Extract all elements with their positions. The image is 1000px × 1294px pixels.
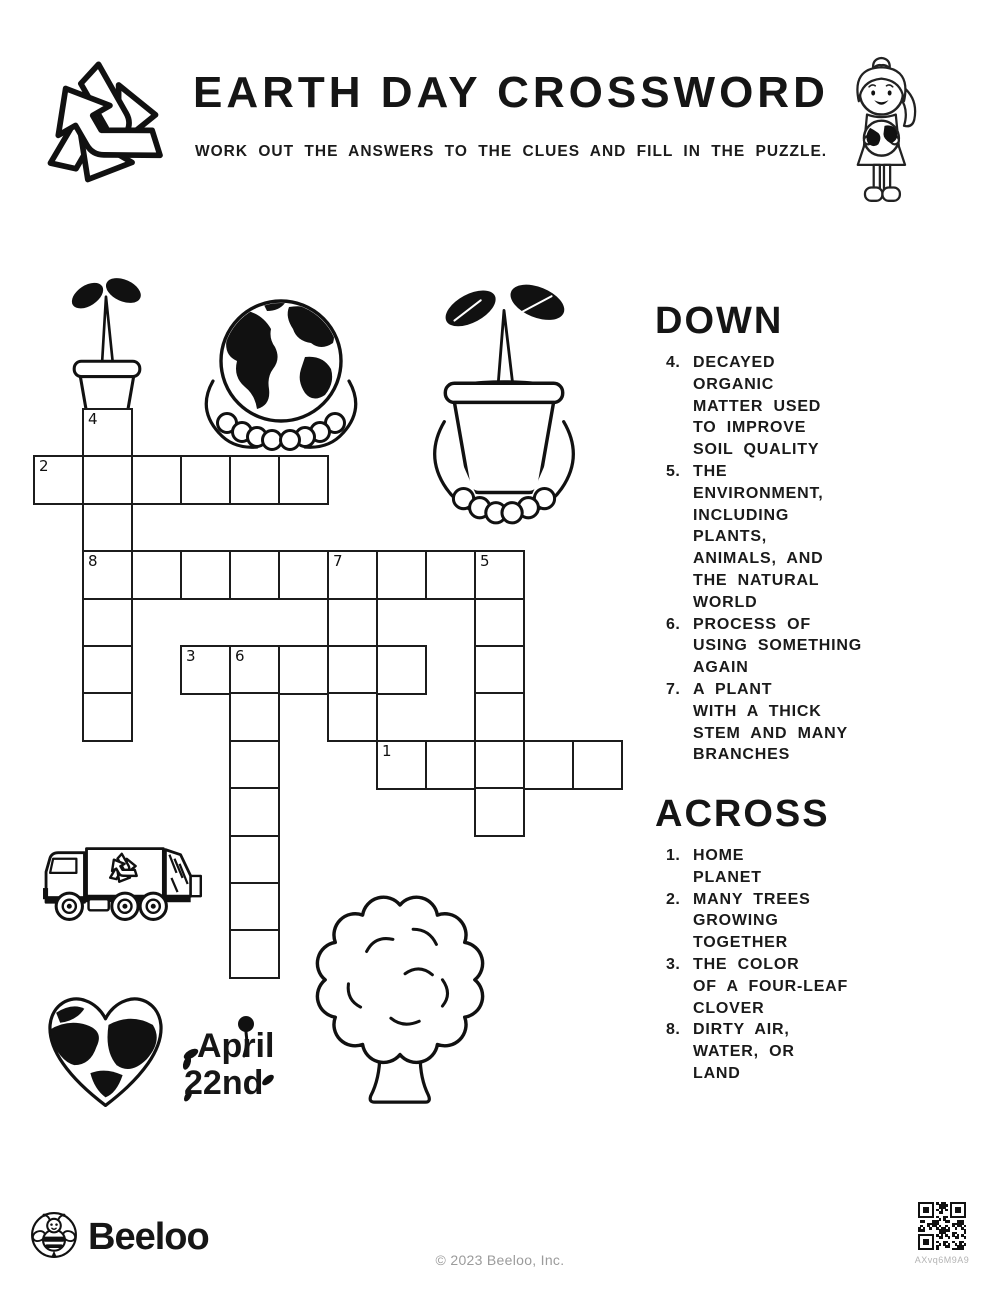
crossword-cell [131, 455, 182, 505]
crossword-cell [229, 882, 280, 932]
clue-line: THE COLOR [693, 955, 800, 973]
clue-line: DECAYED [693, 354, 776, 371]
clue-line: ENVIRONMENT, [693, 484, 824, 502]
clue-line: ANIMALS, AND [693, 550, 824, 568]
clue-line: MANY TREES [693, 890, 811, 908]
clue-number: 4. [666, 354, 681, 371]
crossword-cell [474, 740, 525, 790]
clue-item [655, 461, 915, 614]
clue-line: AGAIN [693, 659, 749, 677]
crossword-cell [376, 740, 427, 790]
clue-line: OF A FOUR-LEAF [693, 977, 849, 995]
clue-line: THE [693, 462, 728, 480]
clue-line: PLANTS, [693, 528, 768, 546]
crossword-cell [180, 645, 231, 695]
clue-text [693, 889, 811, 954]
crossword-cell [327, 598, 378, 648]
clue-line: PLANET [693, 868, 762, 886]
clue-text [693, 679, 848, 766]
cell-number: 7 [333, 552, 343, 571]
hands-holding-pot-illustration [418, 278, 590, 533]
down-heading: DOWN [655, 300, 784, 342]
crossword-cell [131, 550, 182, 600]
crossword-cell [229, 692, 280, 742]
cell-number: 6 [235, 647, 245, 665]
crossword-cell [229, 740, 280, 790]
page-title: EARTH DAY CROSSWORD [193, 68, 829, 117]
crossword-cell [229, 929, 280, 979]
clue-text [693, 1019, 795, 1084]
crossword-cell [82, 645, 133, 695]
clue-item [655, 679, 915, 766]
crossword-cell [327, 645, 378, 695]
clue-item [655, 1019, 915, 1084]
clue-line: WATER, OR [693, 1043, 795, 1061]
crossword-cell [474, 550, 525, 600]
crossword-cell [425, 740, 476, 790]
crossword-cell [229, 835, 280, 885]
clue-line: THE NATURAL [693, 571, 820, 589]
crossword-cell [474, 787, 525, 837]
clue-line: CLOVER [693, 999, 765, 1017]
crossword-cell [33, 455, 84, 505]
clue-item [655, 352, 915, 461]
tree-illustration [308, 886, 492, 1112]
page-subtitle: WORK OUT THE ANSWERS TO THE CLUES AND FILL IN THE PUZZLE. [195, 143, 828, 160]
crossword-cell [425, 550, 476, 600]
clue-number: 7. [666, 680, 681, 698]
crossword-cell [278, 455, 329, 505]
cell-number: 4 [88, 410, 98, 428]
crossword-cell [82, 408, 133, 458]
clue-item [655, 954, 915, 1019]
across-heading: ACROSS [655, 793, 830, 835]
across-clue-list [655, 845, 915, 1085]
qr-code [918, 1202, 966, 1250]
date-line-april: April [197, 1027, 275, 1065]
cell-number: 5 [480, 552, 490, 571]
clue-line: DIRTY AIR, [693, 1021, 790, 1039]
date-line-22nd: 22nd [184, 1064, 264, 1102]
clue-line: MATTER USED [693, 397, 822, 415]
crossword-cell [278, 550, 329, 600]
crossword-cell [572, 740, 623, 790]
clue-number: 1. [666, 847, 681, 864]
crossword-cell [82, 455, 133, 505]
down-clue-list [655, 352, 915, 766]
clue-line: ORGANIC [693, 375, 775, 393]
clue-text [693, 352, 821, 461]
cell-number: 3 [186, 647, 196, 665]
hands-holding-earth-illustration [192, 285, 370, 463]
crossword-cell [229, 455, 280, 505]
clue-text [693, 845, 762, 889]
heart-earth-illustration [38, 980, 174, 1120]
crossword-cell [523, 740, 574, 790]
clue-line: A PLANT [693, 680, 773, 698]
clue-line: USING SOMETHING [693, 637, 863, 655]
clue-line: INCLUDING [693, 506, 790, 524]
crossword-cell [278, 645, 329, 695]
crossword-cell [474, 645, 525, 695]
crossword-cell [82, 550, 133, 600]
date-badge [183, 1028, 293, 1102]
clue-line: SOIL QUALITY [693, 441, 820, 459]
crossword-cell [327, 550, 378, 600]
clue-item [655, 614, 915, 679]
crossword-cell [229, 645, 280, 695]
clue-number: 8. [666, 1021, 681, 1039]
crossword-cell [474, 692, 525, 742]
crossword-cell [376, 645, 427, 695]
crossword-cell [82, 598, 133, 648]
crossword-cell [327, 692, 378, 742]
brand-wordmark: Beeloo [88, 1216, 209, 1258]
crossword-cell [82, 692, 133, 742]
clue-number: 3. [666, 955, 681, 973]
crossword-cell [229, 787, 280, 837]
cell-number: 1 [382, 741, 392, 760]
clue-line: WORLD [693, 593, 758, 611]
clue-line: BRANCHES [693, 746, 791, 764]
girl-holding-earth-illustration [840, 56, 930, 208]
crossword-cell [180, 550, 231, 600]
cell-number: 2 [39, 457, 49, 476]
clue-line: TO IMPROVE [693, 419, 807, 437]
clue-text [693, 954, 848, 1019]
crossword-cell [82, 503, 133, 553]
clue-line: TOGETHER [693, 934, 789, 952]
clue-text [693, 461, 824, 614]
clue-item [655, 889, 915, 954]
crossword-cell [474, 598, 525, 648]
clue-line: WITH A THICK [693, 702, 822, 720]
recycle-icon [27, 58, 179, 200]
qr-code-label: AXvq6M9A9 [914, 1255, 970, 1265]
clue-line: STEM AND MANY [693, 724, 848, 742]
clue-number: 6. [666, 615, 681, 633]
crossword-cell [376, 550, 427, 600]
clue-number: 2. [666, 890, 681, 908]
crossword-cell [229, 550, 280, 600]
cell-number: 8 [88, 552, 98, 571]
clue-text [693, 614, 862, 679]
copyright-text: © 2023 Beeloo, Inc. [435, 1252, 565, 1268]
crossword-cell [180, 455, 231, 505]
clue-line: LAND [693, 1064, 741, 1082]
clue-line: GROWING [693, 912, 779, 930]
garbage-truck-illustration [42, 841, 219, 923]
clue-item [655, 845, 915, 889]
clue-number: 5. [666, 462, 681, 480]
clue-line: HOME [693, 847, 745, 864]
clue-line: PROCESS OF [693, 615, 811, 633]
